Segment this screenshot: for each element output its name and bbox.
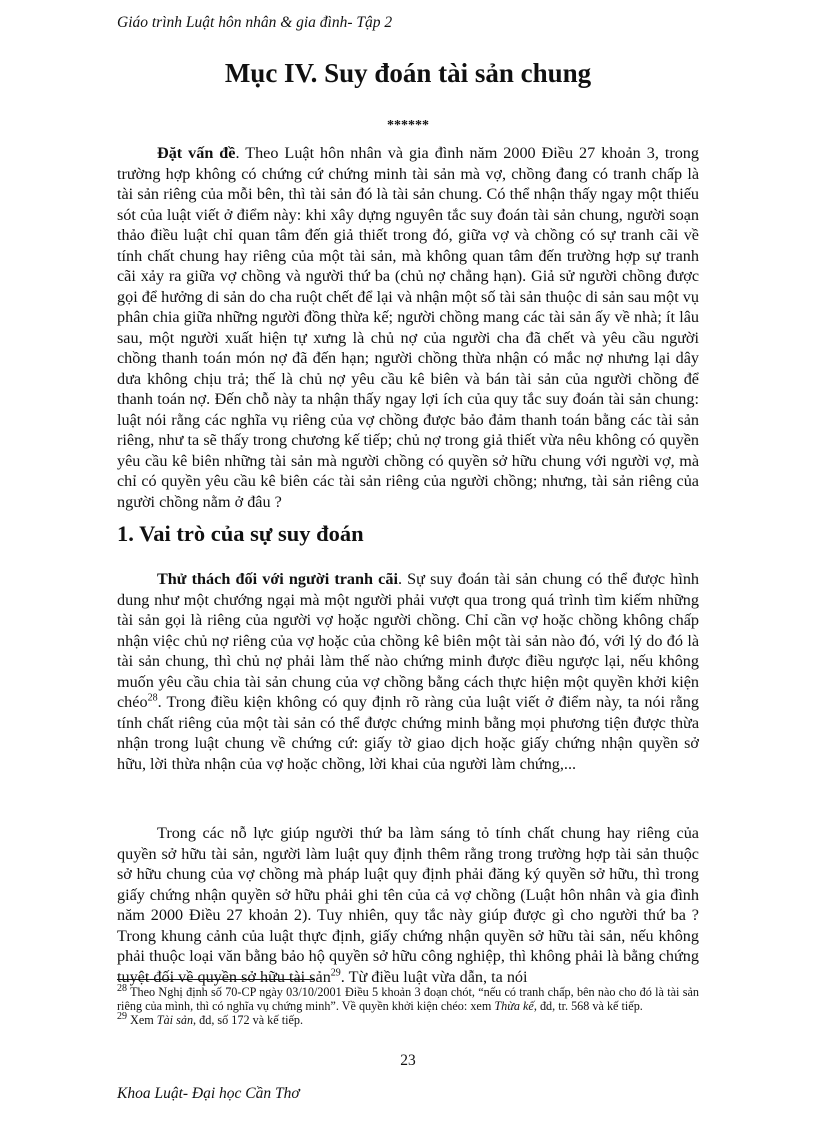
footnote-28 <box>117 982 699 1013</box>
paragraph-text: . Sự suy đoán tài sản chung có thể được hình dung như một chướng ngại mà một người phải vượt qua trong quá trình tìm kiếm những tài sản gọi là riêng của người vợ hoặc người chồng. Chỉ cần vợ hoặc chồng không chấp nhận việc chủ nợ riêng của vợ hoặc của chồng kê biên một tài sản nào đó, với lý do đó là tài sản chung, thì chủ nợ phải làm thế nào chứng minh được điều ngược lại, nếu không muốn yêu cầu chia tài sản chung của vợ chồng bằng cách thực hiện một quyền khởi kiện chéo <box>117 570 700 711</box>
paragraph-text: Trong các nỗ lực giúp người thứ ba làm sáng tỏ tính chất chung hay riêng của quyền sở hữu tài sản, người làm luật quy định thêm rằng trong trường hợp tài sản thuộc sở hữu chung của vợ chồng mà pháp luật quy định phải đăng ký quyền sở hữu, thì trong giấy chứng nhận quyền sở hữu phải ghi tên của cả vợ chồng (Luật hôn nhân và gia đình năm 2000 Điều 27 khoản 2). Tuy nhiên, quy tắc này giúp được gì cho người thứ ba ? Trong khung cảnh của luật thực định, giấy chứng nhận quyền sở hữu tài sản, nếu không phải thuộc loại văn bằng bảo hộ quyền sở hữu công nghiệp, thì không phải là bằng chứng tuyệt đối về quyền sở hữu tài sản <box>117 824 699 986</box>
paragraph-text: . Theo Luật hôn nhân và gia đình năm 2000 Điều 27 khoản 3, trong trường hợp không có chứng cứ chứng minh tài sản mà vợ, chồng đang có tranh chấp là tài sản riêng của mỗi bên, thì tài sản đó là tài sản chung. Có thể nhận thấy ngay một thiếu sót của luật viết ở điểm này: khi xây dựng nguyên tắc suy đoán tài sản chung, người soạn thảo điều luật chỉ quan tâm đến giả thiết trong đó, giữa vợ và chồng có sự tranh cãi về tính chất chung hay riêng của một tài sản, mà không quan tâm đến trường hợp sự tranh cãi xảy ra giữa vợ chồng và người thứ ba (chủ nợ chẳng hạn). Giả sử người chồng được gọi để hưởng di sản do cha ruột chết để lại và nhận một số tài sản thuộc di sản sau một vụ phân chia giữa những người đồng thừa kế; người chồng mang các tài sản ấy về nhà; ít lâu sau, một người xuất hiện tự xưng là chủ nợ của người cha đã chết và yêu cầu người chồng thanh toán món nợ đã đến hạn; người chồng thừa nhận có mắc nợ nhưng lại dây dưa không chịu trả; thế là chủ nợ yêu cầu kê biên và bán tài sản của người chồng để thanh toán nợ. Đến chỗ này ta nhận thấy ngay lợi ích của quy tắc suy đoán tài sản chung: luật nói rằng các nghĩa vụ riêng của vợ chồng được bảo đảm thanh toán bằng các tài sản riêng, như ta sẽ thấy trong chương kế tiếp; chủ nợ trong giả thiết vừa nêu không có quyền yêu cầu kê biên những tài sản mà người chồng có quyền sở hữu chung với người vợ, mà chỉ có quyền yêu cầu kê biên các tài sản riêng của người chồng; nhưng, tài sản riêng của người chồng nằm ở đâu ? <box>117 144 699 511</box>
footnote-citation: Thừa kế <box>494 999 534 1013</box>
footnote-text: Theo Nghị định số 70-CP ngày 03/10/2001 Điều 5 khoản 3 đoạn chót, “nếu có tranh chấp, bên nào cho đó là tài sản riêng của mình, thì có nghĩa vụ chứng minh”. Về quyền khởi kiện chéo: xem <box>117 985 699 1013</box>
paragraph-challenge <box>117 569 699 774</box>
footnote-text: , đd, tr. 568 và kế tiếp. <box>533 999 643 1013</box>
footnote-ref-28[interactable]: 28 <box>147 692 158 704</box>
footnote-text: , đd, số 172 và kế tiếp. <box>193 1013 304 1027</box>
paragraph-text: . Trong điều kiện không có quy định rõ ràng của luật viết ở điểm này, ta nói rằng tính chất riêng của một tài sản có thể được chứng minh bằng mọi phương tiện được thừa nhận trong luật chung về chứng cứ: giấy tờ giao dịch hoặc giấy chứng nhận quyền sở hữu, lời thừa nhận của vợ hoặc chồng, lời khai của người làm chứng,... <box>117 693 699 773</box>
page-number: 23 <box>400 1052 416 1069</box>
footnote-29 <box>117 1010 699 1027</box>
footnote-number: 28 <box>117 982 127 994</box>
paragraph-lead: Đặt vấn đề <box>157 144 236 162</box>
footnotes <box>117 982 699 1027</box>
footnote-ref-29[interactable]: 29 <box>330 967 341 979</box>
footnote-citation: Tài sản <box>156 1013 194 1027</box>
paragraph-lead: Thử thách đối với người tranh cãi <box>157 570 398 588</box>
paragraph-text: . Từ điều luật vừa dẫn, ta nói <box>340 967 528 986</box>
separator-stars: ****** <box>387 118 429 133</box>
footnote-divider <box>117 979 315 980</box>
footnote-text: Xem <box>127 1013 157 1027</box>
running-header: Giáo trình Luật hôn nhân & gia đình- Tập 2 <box>117 14 393 31</box>
footnote-number: 29 <box>117 1010 127 1022</box>
section-title: Mục IV. Suy đoán tài sản chung <box>224 58 592 88</box>
running-footer: Khoa Luật- Đại học Cần Thơ <box>117 1085 300 1102</box>
paragraph-registration <box>117 823 699 987</box>
paragraph-intro <box>117 143 699 512</box>
heading-role-of-presumption: 1. Vai trò của sự suy đoán <box>117 521 364 546</box>
